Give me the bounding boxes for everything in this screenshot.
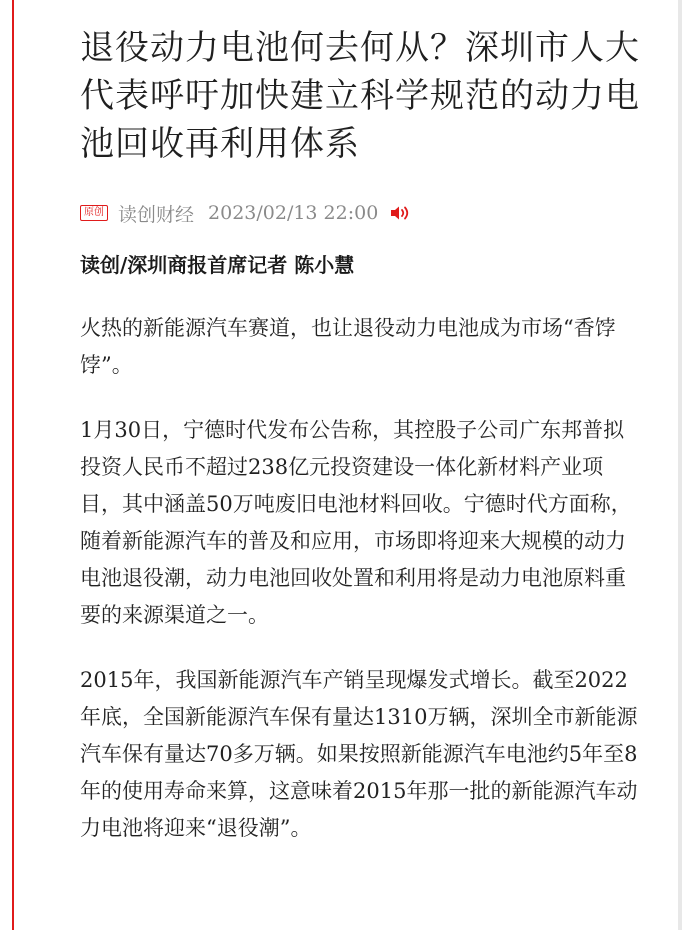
article-title: 退役动力电池何去何从？深圳市人大代表呼吁加快建立科学规范的动力电池回收再利用体系 <box>80 28 640 164</box>
article-meta <box>80 202 640 224</box>
article-paragraph: 1月30日，宁德时代发布公告称，其控股子公司广东邦普拟投资人民币不超过238亿元投资建设一体化新材料产业项目，其中涵盖50万吨废旧电池材料回收。宁德时代方面称，随着新能源汽车的普及和应用，市场即将迎来大规模的动力电池退役潮，动力电池回收处置和利用将是动力电池原料重要的来源渠道之一。 <box>80 418 632 627</box>
article <box>80 24 640 847</box>
publish-time: 22:00 <box>323 202 379 224</box>
right-scroll-edge <box>678 0 682 930</box>
source-name[interactable]: 读创财经 <box>118 203 195 226</box>
speaker-icon[interactable] <box>388 205 412 221</box>
article-paragraph: 火热的新能源汽车赛道，也让退役动力电池成为市场“香饽饽”。 <box>80 316 616 377</box>
article-paragraph: 2015年，我国新能源汽车产销呈现爆发式增长。截至2022年底，全国新能源汽车保有量达1310万辆，深圳全市新能源汽车保有量达70多万辆。如果按照新能源汽车电池约5年至8年的使用寿命来算，这意味着2015年那一批的新能源汽车动力电池将迎来“退役潮”。 <box>80 668 638 840</box>
article-byline: 读创/深圳商报首席记者 陈小慧 <box>80 253 355 277</box>
publish-date: 2023/02/13 <box>208 202 318 224</box>
left-accent-rule <box>12 0 14 930</box>
original-badge: 原创 <box>80 205 108 221</box>
